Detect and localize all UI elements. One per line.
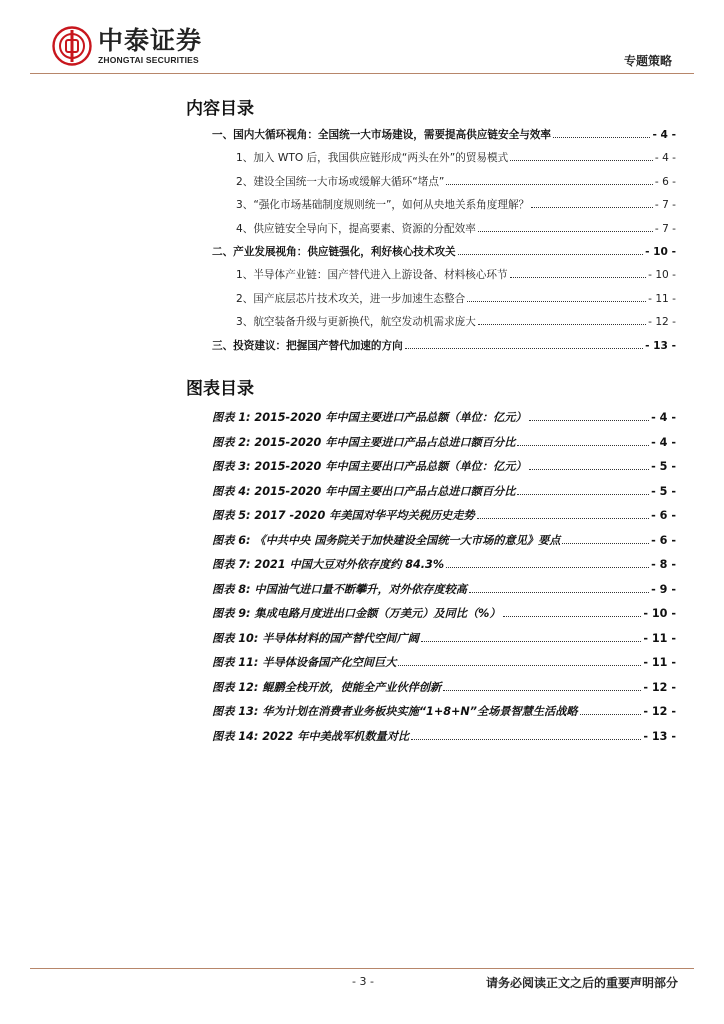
figures-entry[interactable] — [186, 431, 676, 456]
figures-entry-text: 图表 9: 集成电路月度进出口金额（万美元）及同比（%） — [212, 607, 501, 620]
dot-leader — [531, 207, 653, 208]
contents-entry-text: 1、半导体产业链：国产替代进入上游设备、材料核心环节 — [236, 269, 508, 282]
figures-entry-text: 图表 3: 2015-2020 年中国主要出口产品总额（单位：亿元） — [212, 460, 527, 473]
dot-leader — [478, 231, 653, 232]
figures-entry-text: 图表 8: 中国油气进口量不断攀升，对外依存度较高 — [212, 582, 467, 596]
contents-entry[interactable] — [186, 218, 676, 241]
figures-entry-text: 图表 6: 《中共中央 国务院关于加快建设全国统一大市场的意见》要点 — [212, 533, 561, 547]
dot-leader — [405, 348, 643, 349]
figures-entry[interactable] — [186, 578, 676, 603]
contents-entry-page: - 12 - — [648, 316, 676, 329]
figures-entry[interactable] — [186, 480, 676, 505]
logo-english-name: ZHONGTAI SECURITIES — [98, 54, 199, 65]
figures-entry-page: - 12 - — [643, 680, 676, 694]
contents-entry-page: - 7 - — [654, 199, 676, 212]
figures-entry[interactable] — [186, 651, 676, 676]
dot-leader — [510, 277, 647, 278]
footer-divider — [30, 968, 694, 969]
contents-entry-page: - 4 - — [652, 129, 676, 141]
zhongtai-logo-icon — [52, 26, 92, 66]
contents-entry-text: 3、“强化市场基础制度规则统一”，如何从央地关系角度理解？ — [236, 199, 530, 212]
contents-entry-text: 三、投资建议：把握国产替代加速的方向 — [212, 339, 403, 352]
figures-entry[interactable] — [186, 725, 676, 750]
contents-entry-page: - 10 - — [648, 269, 676, 282]
contents-entry[interactable] — [186, 194, 676, 217]
dot-leader — [562, 543, 649, 544]
figures-entry-page: - 11 - — [643, 631, 676, 645]
footer-disclaimer: 请务必阅读正文之后的重要声明部分 — [485, 976, 678, 990]
dot-leader — [469, 592, 649, 593]
figures-entry[interactable] — [186, 676, 676, 701]
dot-leader — [503, 616, 642, 617]
contents-entry-text: 1、加入 WTO 后，我国供应链形成“两头在外”的贸易模式 — [236, 152, 509, 165]
figures-title: 图表目录 — [186, 379, 254, 399]
page-header — [0, 0, 724, 80]
figures-entry-text: 图表 4: 2015-2020 年中国主要出口产品占总进口额百分比 — [212, 484, 516, 498]
dot-leader — [446, 567, 649, 568]
figures-entry[interactable] — [186, 627, 676, 652]
figures-entry-text: 图表 13: 华为计划在消费者业务板块实施“1+8+N”全场景智慧生活战略 — [212, 705, 578, 718]
contents-entry[interactable] — [186, 288, 676, 311]
contents-entry[interactable] — [186, 264, 676, 287]
contents-entry[interactable] — [186, 241, 676, 264]
contents-entry-page: - 13 - — [645, 339, 676, 352]
figures-entry-text: 图表 7: 2021 中国大豆对外依存度约 84.3% — [212, 558, 445, 571]
figures-entry-page: - 5 - — [651, 484, 676, 498]
figures-list — [186, 406, 676, 749]
figures-entry[interactable] — [186, 455, 676, 480]
contents-entry-text: 2、国产底层芯片技术攻关，进一步加速生态整合 — [236, 292, 466, 305]
dot-leader — [467, 301, 646, 302]
dot-leader — [580, 714, 642, 715]
logo-chinese-name: 中泰证券 — [98, 25, 203, 55]
figures-entry-text: 图表 5: 2017 -2020 年美国对华平均关税历史走势 — [212, 509, 475, 522]
figures-entry-text: 图表 11: 半导体设备国产化空间巨大 — [212, 656, 397, 669]
contents-entry[interactable] — [186, 124, 676, 147]
header-divider — [30, 73, 694, 74]
contents-entry-page: - 11 - — [648, 292, 676, 305]
contents-entry[interactable] — [186, 147, 676, 170]
figures-entry-page: - 4 - — [651, 435, 676, 449]
figures-entry-text: 图表 1: 2015-2020 年中国主要进口产品总额（单位：亿元） — [212, 411, 527, 424]
figures-entry-text: 图表 2: 2015-2020 年中国主要进口产品占总进口额百分比 — [212, 435, 516, 449]
company-logo — [52, 26, 202, 66]
figures-entry-text: 图表 10: 半导体材料的国产替代空间广阔 — [212, 631, 419, 645]
figures-entry-text: 图表 12: 鲲鹏全栈开放，使能全产业伙伴创新 — [212, 680, 442, 694]
dot-leader — [421, 641, 642, 642]
contents-entry-text: 二、产业发展视角：供应链强化，利好核心技术攻关 — [212, 245, 456, 258]
figures-entry-page: - 4 - — [651, 411, 676, 424]
contents-entry-text: 2、建设全国统一大市场或缓解大循环“堵点” — [236, 175, 445, 188]
figures-entry[interactable] — [186, 529, 676, 554]
figures-entry[interactable] — [186, 602, 676, 627]
contents-entry-text: 3、航空装备升级与更新换代，航空发动机需求庞大 — [236, 316, 476, 329]
contents-entry-text: 4、供应链安全导向下，提高要素、资源的分配效率 — [236, 222, 476, 235]
contents-entry-page: - 7 - — [654, 222, 676, 235]
contents-entry[interactable] — [186, 171, 676, 194]
dot-leader — [398, 665, 641, 666]
contents-entry-page: - 4 - — [654, 152, 676, 165]
contents-entry[interactable] — [186, 335, 676, 358]
page-number: - 3 - — [352, 975, 374, 988]
figures-entry[interactable] — [186, 553, 676, 578]
dot-leader — [553, 137, 650, 138]
dot-leader — [477, 518, 650, 519]
dot-leader — [510, 160, 653, 161]
figures-entry[interactable] — [186, 700, 676, 725]
figures-entry-page: - 10 - — [643, 607, 676, 620]
dot-leader — [517, 494, 649, 495]
figures-entry-page: - 8 - — [651, 558, 676, 571]
dot-leader — [517, 445, 649, 446]
dot-leader — [529, 420, 650, 421]
contents-entry-page: - 6 - — [654, 175, 676, 188]
dot-leader — [411, 739, 641, 740]
contents-title: 内容目录 — [186, 99, 254, 119]
contents-entry[interactable] — [186, 311, 676, 334]
document-type-label: 专题策略 — [623, 54, 672, 68]
contents-list — [186, 124, 676, 358]
dot-leader — [529, 469, 650, 470]
figures-entry-page: - 9 - — [651, 582, 676, 596]
figures-entry-page: - 5 - — [651, 460, 676, 473]
contents-entry-page: - 10 - — [645, 245, 676, 258]
contents-entry-text: 一、国内大循环视角：全国统一大市场建设，需要提高供应链安全与效率 — [212, 129, 551, 141]
figures-entry-page: - 12 - — [643, 705, 676, 718]
figures-entry-page: - 6 - — [651, 533, 676, 547]
dot-leader — [458, 254, 643, 255]
figures-entry-page: - 11 - — [643, 656, 676, 669]
dot-leader — [446, 184, 652, 185]
figures-entry[interactable] — [186, 406, 676, 431]
figures-entry-page: - 6 - — [651, 509, 676, 522]
dot-leader — [443, 690, 641, 691]
dot-leader — [478, 324, 646, 325]
figures-entry-text: 图表 14: 2022 年中美战军机数量对比 — [212, 729, 410, 743]
figures-entry[interactable] — [186, 504, 676, 529]
figures-entry-page: - 13 - — [643, 729, 676, 743]
